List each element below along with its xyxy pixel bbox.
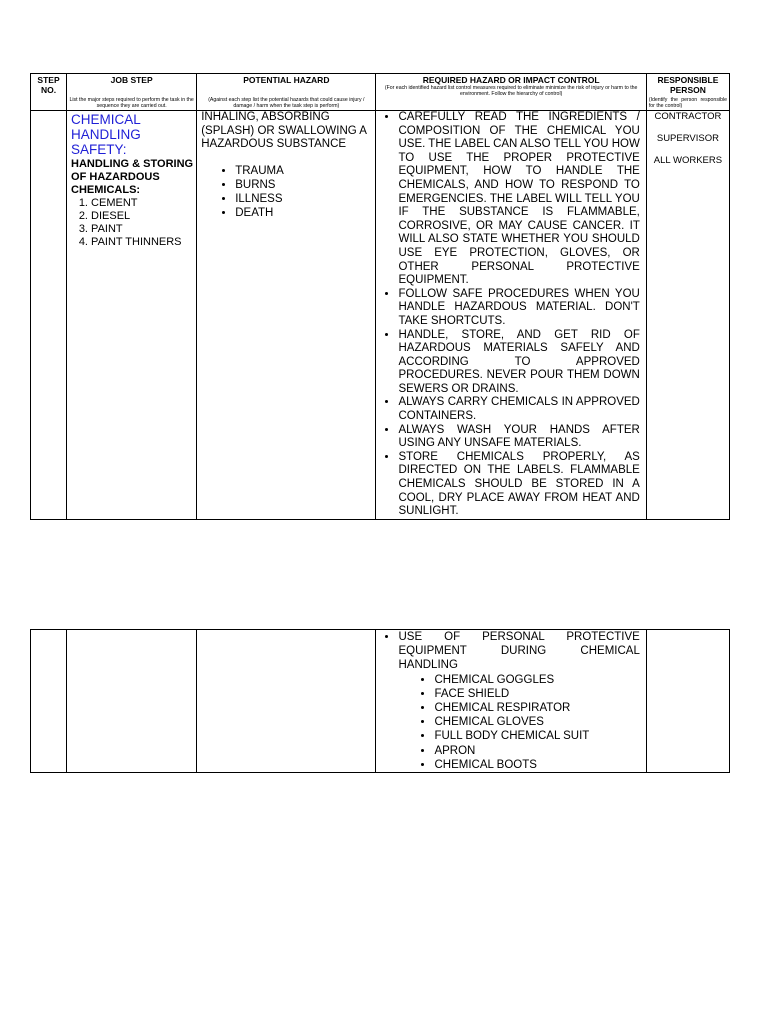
header-control: REQUIRED HAZARD OR IMPACT CONTROL (For each identified hazard list control measures required to eliminate minimize the risk of injury or harm to the environment. Follow the hierarchy of control) [376,74,646,111]
list-item: • APRON [434,744,639,758]
control-cell [376,111,646,520]
job-step-note: List the major steps required to perform the task in the sequence they are carried out. [69,97,194,109]
hazard-cell [197,630,376,773]
list-item: 4. PAINT THINNERS [91,236,196,249]
control-cell [376,630,646,773]
list-item: • HANDLE, STORE, AND GET RID OF HAZARDOUS MATERIALS SAFELY AND ACCORDING TO APPROVED PROCEDURES. NEVER POUR THEM DOWN SEWERS OR DRAINS. [398,329,639,397]
list-item: 1. CEMENT [91,197,196,210]
hazard-analysis-table [30,73,730,520]
responsible-note: (Identify the person responsible for the control) [648,97,727,109]
list-item: • CAREFULLY READ THE INGREDIENTS / COMPOSITION OF THE CHEMICAL YOU USE. THE LABEL CAN ALSO TELL YOU HOW TO USE THE PROPER PROTECTIVE EQUIPMENT, HOW TO HANDLE THE CHEMICALS, AND HOW TO RESPOND TO EMERGENCIES. THE LABEL WILL TELL YOU IF THE SUBSTANCE IS FLAMMABLE, CORROSIVE, OR MAY CAUSE CANCER. IT WILL ALSO STATE WHETHER YOU SHOULD USE EYE PROTECTION, GLOVES, OR OTHER PERSONAL PROTECTIVE EQUIPMENT. [398,111,639,288]
hazard-items-list [197,164,375,220]
list-item: • CHEMICAL RESPIRATOR [434,701,639,715]
potential-hazard-note: (Against each step list the potential hazards that could cause injury / damage / harm when the task step is perform) [208,97,365,109]
list-item: • FOLLOW SAFE PROCEDURES WHEN YOU HANDLE HAZARDOUS MATERIAL. DON'T TAKE SHORTCUTS. [398,288,639,329]
ppe-control-list [376,630,645,772]
list-item: • CHEMICAL GLOVES [434,715,639,729]
list-item [398,630,639,772]
list-item: • ALWAYS CARRY CHEMICALS IN APPROVED CONTAINERS. [398,396,639,423]
job-step-cell [67,111,197,520]
header-responsible: RESPONSIBLE PERSON (Identify the person responsible for the control) [646,74,729,111]
responsible-all-workers: ALL WORKERS [653,155,723,166]
job-items-list [67,197,196,249]
ppe-control-text: USE OF PERSONAL PROTECTIVE EQUIPMENT DURING CHEMICAL HANDLING [398,631,640,672]
table-row [31,111,730,520]
hazard-analysis-table-continued [30,629,730,773]
header-row [31,74,730,111]
header-job-step: JOB STEP List the major steps required to perform the task in the sequence they are carried out. [67,74,197,111]
job-step-cell [67,630,197,773]
step-no-cell [31,111,67,520]
list-item: • ALWAYS WASH YOUR HANDS AFTER USING ANY UNSAFE MATERIALS. [398,424,639,451]
list-item: • STORE CHEMICALS PROPERLY, AS DIRECTED ON THE LABELS. FLAMMABLE CHEMICALS SHOULD BE STORED IN A COOL, DRY PLACE AWAY FROM HEAT AND SUNLIGHT. [398,451,639,519]
list-item: 3. PAINT [91,223,196,236]
list-item: • FACE SHIELD [434,687,639,701]
list-item: • DEATH [235,206,375,220]
list-item: • CHEMICAL BOOTS [434,758,639,772]
hazard-cell [197,111,376,520]
responsible-contractor: CONTRACTOR [654,111,722,122]
header-step-no: STEP NO. [31,74,67,111]
header-potential-hazard: POTENTIAL HAZARD (Against each step list the potential hazards that could cause injury / damage / harm when the task step is perform) [197,74,376,111]
control-list [376,111,645,519]
list-item: • CHEMICAL GOGGLES [434,673,639,687]
ppe-items-list [398,673,639,772]
hazard-text: INHALING, ABSORBING (SPLASH) OR SWALLOWING A HAZARDOUS SUBSTANCE [201,111,367,150]
responsible-supervisor: SUPERVISOR [656,133,719,144]
job-title: CHEMICAL HANDLING SAFETY: [71,112,141,157]
list-item: • FULL BODY CHEMICAL SUIT [434,729,639,743]
control-note: (For each identified hazard list control measures required to eliminate minimize the risk of injury or harm to the environment. Follow the hierarchy of control) [384,85,638,97]
job-subtitle: HANDLING & STORING OF HAZARDOUS CHEMICALS: [71,158,194,196]
responsible-cell [646,111,729,520]
list-item: • TRAUMA [235,164,375,178]
responsible-cell [646,630,729,773]
table-row [31,630,730,773]
list-item: • ILLNESS [235,192,375,206]
list-item: • BURNS [235,178,375,192]
list-item: 2. DIESEL [91,210,196,223]
step-no-cell [31,630,67,773]
